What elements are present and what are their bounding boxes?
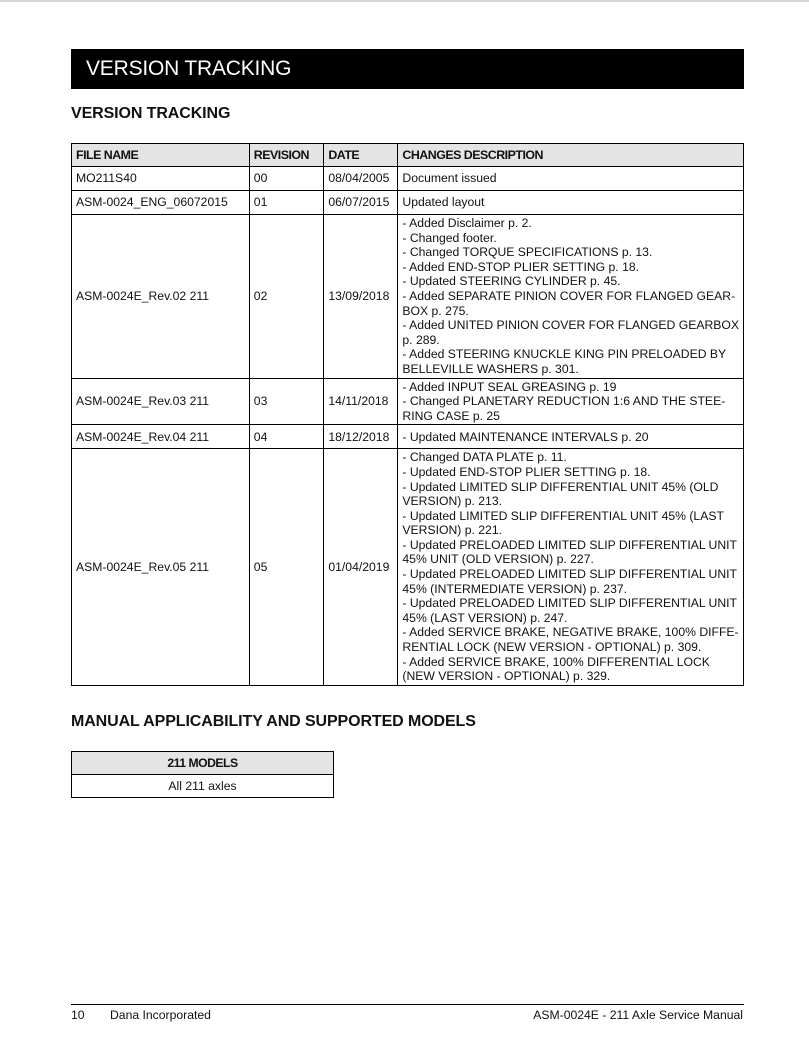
table-row [72,378,744,425]
date-cell: 14/11/2018 [324,378,398,425]
table-row [72,425,744,449]
column-header-changes-description: CHANGES DESCRIPTION [398,144,744,167]
column-header-models: 211 MODELS [72,752,334,775]
revision-cell: 03 [249,378,324,425]
file-name-cell: ASM-0024E_Rev.05 211 [72,449,250,686]
file-name-cell: ASM-0024E_Rev.03 211 [72,378,250,425]
version-tracking-table [71,143,744,686]
description-line: - Added INPUT SEAL GREASING p. 19 [402,379,617,394]
chapter-banner [71,49,744,89]
changes-description-cell [398,191,744,215]
description-line: - Updated LIMITED SLIP DIFFERENTIAL UNIT 45% (OLD [402,479,719,494]
footer-page-number: 10 [71,1008,85,1022]
description-line: - Changed TORQUE SPECIFICATIONS p. 13. [402,245,653,260]
description-line: 45% UNIT (OLD VERSION) p. 227. [402,552,594,567]
table-row [72,167,744,191]
column-header-date: DATE [324,144,398,167]
footer-divider [71,1004,744,1005]
date-cell: 08/04/2005 [324,167,398,191]
description-line: 45% (INTERMEDIATE VERSION) p. 237. [402,581,628,596]
description-line: (NEW VERSION - OPTIONAL) p. 329. [402,669,611,684]
revision-cell: 04 [249,425,324,449]
description-line: - Updated STEERING CYLINDER p. 45. [402,274,621,289]
changes-description-cell [398,449,744,686]
description-line: p. 289. [402,332,440,347]
revision-cell: 02 [249,215,324,379]
date-cell: 06/07/2015 [324,191,398,215]
supported-models-table [71,751,334,798]
description-line: BELLEVILLE WASHERS p. 301. [402,361,579,376]
description-line: - Added SERVICE BRAKE, NEGATIVE BRAKE, 100% DIFFE- [402,625,739,640]
description-line: - Updated END-STOP PLIER SETTING p. 18. [402,464,651,479]
description-line: VERSION) p. 221. [402,523,502,538]
description-line: - Changed footer. [402,230,497,245]
footer-manual-title: ASM-0024E - 211 Axle Service Manual [533,1008,743,1022]
table-header-row [72,144,744,167]
description-line: - Updated PRELOADED LIMITED SLIP DIFFERENTIAL UNIT [402,596,737,611]
date-cell: 13/09/2018 [324,215,398,379]
description-line: 45% (LAST VERSION) p. 247. [402,610,568,625]
description-line: - Added STEERING KNUCKLE KING PIN PRELOADED BY [402,347,727,362]
description-line: Updated layout [402,195,485,210]
models-cell: All 211 axles [72,775,334,798]
column-header-revision: REVISION [249,144,324,167]
description-line: - Updated LIMITED SLIP DIFFERENTIAL UNIT 45% (LAST [402,508,724,523]
description-line: - Updated PRELOADED LIMITED SLIP DIFFERENTIAL UNIT [402,537,737,552]
description-line: Document issued [402,171,497,186]
revision-cell: 01 [249,191,324,215]
description-line: - Added UNITED PINION COVER FOR FLANGED GEARBOX [402,318,739,333]
changes-description-cell [398,425,744,449]
date-cell: 18/12/2018 [324,425,398,449]
revision-cell: 00 [249,167,324,191]
table-row [72,191,744,215]
description-line: RENTIAL LOCK (NEW VERSION - OPTIONAL) p. 309. [402,640,702,655]
description-line: - Updated PRELOADED LIMITED SLIP DIFFERENTIAL UNIT [402,567,737,582]
changes-description-cell [398,167,744,191]
description-line: RING CASE p. 25 [402,408,500,423]
description-line: VERSION) p. 213. [402,494,502,509]
file-name-cell: ASM-0024_ENG_06072015 [72,191,250,215]
description-line: - Added SERVICE BRAKE, 100% DIFFERENTIAL LOCK [402,654,710,669]
footer-company: Dana Incorporated [110,1008,211,1022]
section-title-applicability: MANUAL APPLICABILITY AND SUPPORTED MODELS [71,713,476,730]
table-row [72,449,744,686]
description-line: - Added END-STOP PLIER SETTING p. 18. [402,259,640,274]
file-name-cell: ASM-0024E_Rev.04 211 [72,425,250,449]
file-name-cell: MO211S40 [72,167,250,191]
file-name-cell: ASM-0024E_Rev.02 211 [72,215,250,379]
chapter-banner-title: VERSION TRACKING [86,57,292,80]
revision-cell: 05 [249,449,324,686]
description-line: - Updated MAINTENANCE INTERVALS p. 20 [402,429,649,444]
description-line: - Added SEPARATE PINION COVER FOR FLANGED GEAR- [402,288,736,303]
column-header-file-name: FILE NAME [72,144,250,167]
page-top-edge [0,0,809,2]
description-line: - Added Disclaimer p. 2. [402,216,532,230]
table-row [72,775,334,798]
date-cell: 01/04/2019 [324,449,398,686]
section-title-version-tracking: VERSION TRACKING [71,105,231,122]
table-header-row [72,752,334,775]
description-line: - Changed PLANETARY REDUCTION 1:6 AND THE STEE- [402,394,726,409]
table-row [72,215,744,379]
description-line: BOX p. 275. [402,303,469,318]
changes-description-cell [398,378,744,425]
description-line: - Changed DATA PLATE p. 11. [402,450,567,465]
changes-description-cell [398,215,744,379]
